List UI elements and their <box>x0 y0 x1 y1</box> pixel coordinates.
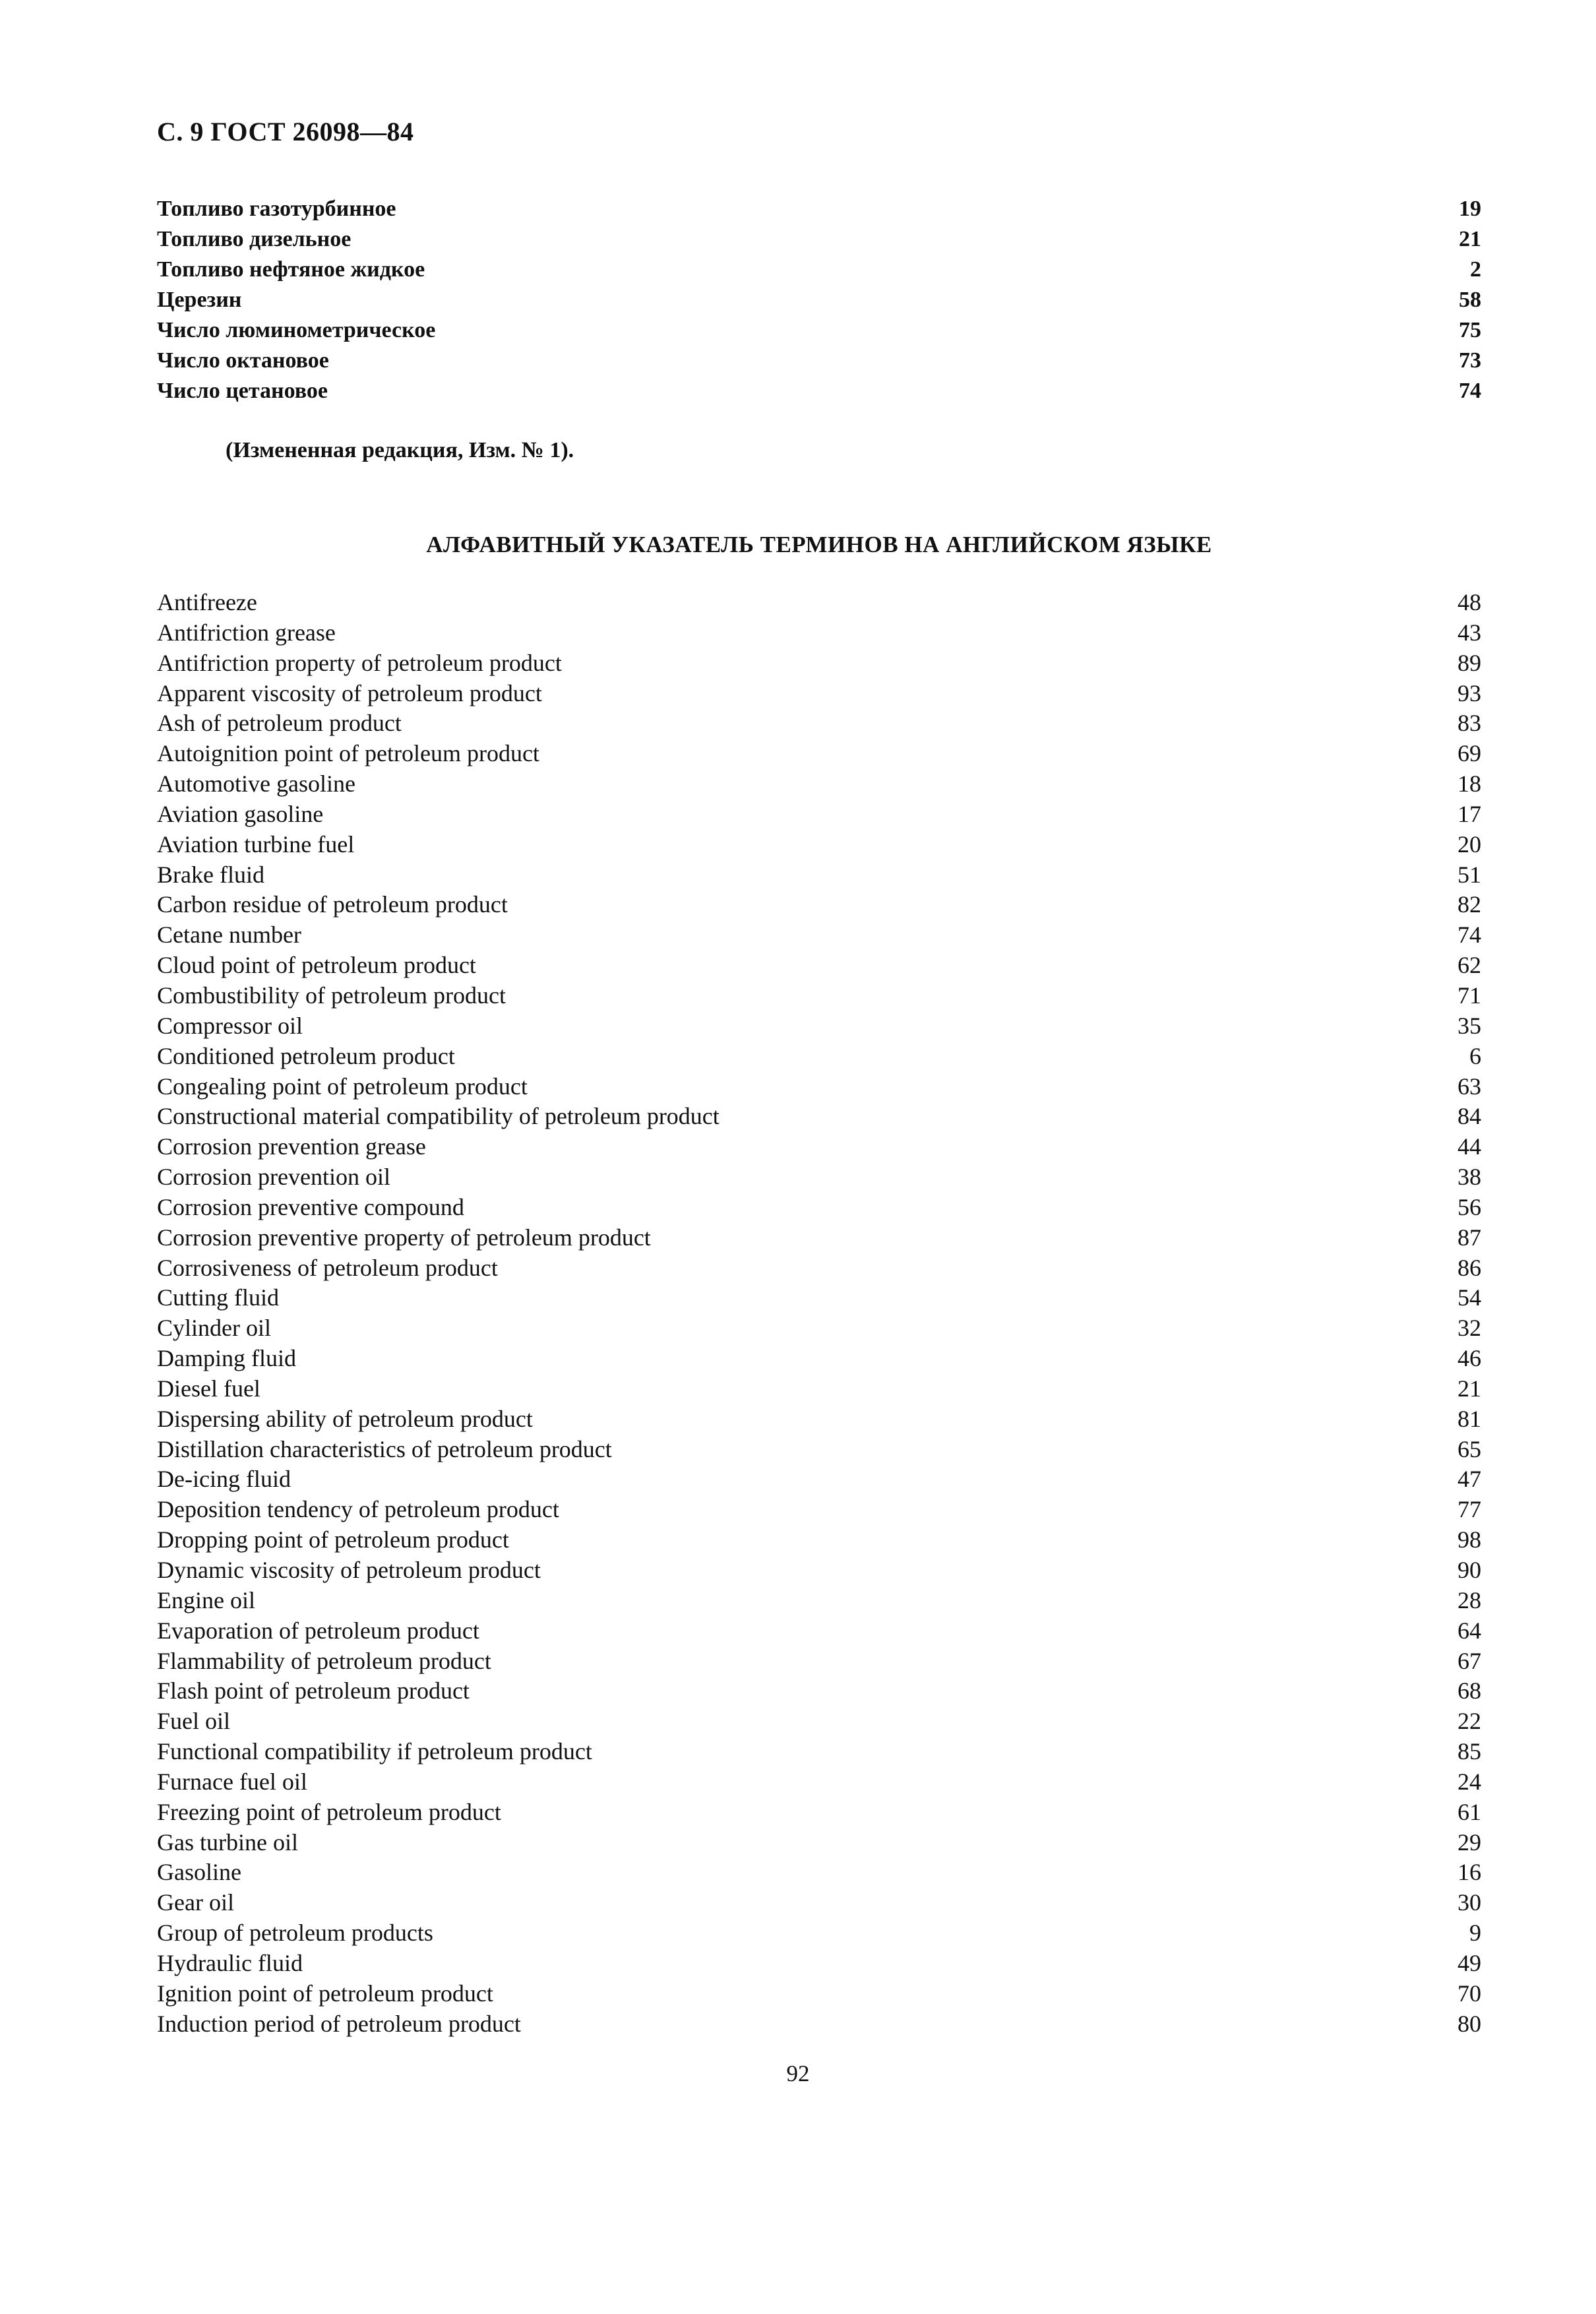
index-term: Corrosion prevention oil <box>157 1164 390 1191</box>
index-term: Conditioned petroleum product <box>157 1042 455 1069</box>
index-entry <box>157 1404 1481 1435</box>
index-term: Diesel fuel <box>157 1375 261 1402</box>
index-term: Топливо дизельное <box>157 227 352 251</box>
index-term-number: 65 <box>1458 1435 1481 1462</box>
index-term: Церезин <box>157 288 242 312</box>
index-term-number: 82 <box>1458 891 1481 918</box>
index-term: Compressor oil <box>157 1012 303 1039</box>
index-entry <box>157 1858 1481 1888</box>
index-entry <box>157 1525 1481 1555</box>
index-entry <box>157 769 1481 799</box>
index-term-number: 22 <box>1458 1708 1481 1735</box>
index-entry <box>157 1979 1481 2009</box>
index-term-number: 28 <box>1458 1586 1481 1613</box>
index-term-number: 93 <box>1458 679 1481 706</box>
index-term: Cutting fluid <box>157 1284 280 1311</box>
index-term-number: 56 <box>1458 1193 1481 1220</box>
index-term-number: 68 <box>1458 1677 1481 1704</box>
index-term: Damping fluid <box>157 1345 296 1372</box>
index-entry <box>157 1616 1481 1646</box>
index-entry <box>157 1888 1481 1918</box>
index-term: Corrosion preventive property of petroleum product <box>157 1224 651 1251</box>
index-term: Ash of petroleum product <box>157 710 402 737</box>
index-entry <box>157 255 1481 285</box>
index-entry <box>157 1162 1481 1193</box>
index-term-number: 48 <box>1458 589 1481 615</box>
index-entry <box>157 1646 1481 1677</box>
index-term-number: 73 <box>1459 348 1481 373</box>
index-term: Число цетановое <box>157 379 328 403</box>
index-term-number: 80 <box>1458 2010 1481 2037</box>
index-term: Brake fluid <box>157 861 264 888</box>
index-entry <box>157 1313 1481 1344</box>
index-entry <box>157 1706 1481 1737</box>
index-term-number: 70 <box>1458 1980 1481 2007</box>
index-term: Ignition point of petroleum product <box>157 1980 493 2007</box>
index-term: Antifriction property of petroleum product <box>157 649 562 676</box>
index-entry <box>157 860 1481 891</box>
index-term-number: 9 <box>1469 1920 1481 1947</box>
index-entry <box>157 1949 1481 1979</box>
index-entry <box>157 951 1481 981</box>
index-term-number: 54 <box>1458 1284 1481 1311</box>
index-term: Functional compatibility if petroleum product <box>157 1738 592 1765</box>
index-term: Aviation gasoline <box>157 800 324 827</box>
index-term-number: 44 <box>1458 1133 1481 1160</box>
index-term: Dynamic viscosity of petroleum product <box>157 1557 541 1583</box>
index-entry <box>157 1828 1481 1858</box>
index-entry <box>157 1798 1481 1828</box>
index-term-number: 6 <box>1469 1042 1481 1069</box>
index-term: De-icing fluid <box>157 1466 291 1493</box>
index-term: Gas turbine oil <box>157 1829 298 1856</box>
index-term: Group of petroleum products <box>157 1920 433 1947</box>
index-entry <box>157 315 1481 346</box>
index-entry <box>157 1918 1481 1949</box>
index-entry <box>157 830 1481 860</box>
index-term-number: 74 <box>1458 922 1481 949</box>
index-entry <box>157 1435 1481 1465</box>
index-term-number: 29 <box>1458 1829 1481 1856</box>
index-term-number: 17 <box>1458 800 1481 827</box>
index-entry <box>157 285 1481 315</box>
page-number: 92 <box>786 2061 810 2086</box>
index-term-number: 69 <box>1458 740 1481 767</box>
index-entry <box>157 1223 1481 1253</box>
index-entry <box>157 1072 1481 1102</box>
index-term: Evaporation of petroleum product <box>157 1617 479 1644</box>
index-entry <box>157 376 1481 406</box>
index-term-number: 74 <box>1459 379 1481 403</box>
index-entry <box>157 2009 1481 2040</box>
index-term-number: 64 <box>1458 1617 1481 1644</box>
index-term: Flammability of petroleum product <box>157 1647 491 1674</box>
index-entry <box>157 981 1481 1011</box>
index-term-number: 38 <box>1458 1164 1481 1191</box>
index-term-number: 51 <box>1458 861 1481 888</box>
index-term: Induction period of petroleum product <box>157 2010 521 2037</box>
index-entry <box>157 1193 1481 1223</box>
index-term-number: 89 <box>1458 649 1481 676</box>
index-term: Engine oil <box>157 1586 255 1613</box>
index-entry <box>157 1253 1481 1284</box>
index-entry <box>157 1102 1481 1132</box>
index-term: Furnace fuel oil <box>157 1768 307 1795</box>
index-entry <box>157 1283 1481 1313</box>
index-entry <box>157 1495 1481 1525</box>
index-entry <box>157 1132 1481 1162</box>
index-entry <box>157 679 1481 709</box>
index-term: Dispersing ability of petroleum product <box>157 1405 533 1432</box>
index-entry <box>157 799 1481 830</box>
index-entry <box>157 920 1481 951</box>
index-entry <box>157 1767 1481 1798</box>
index-entry <box>157 708 1481 739</box>
index-term-number: 43 <box>1458 619 1481 646</box>
index-term: Distillation characteristics of petroleum product <box>157 1435 612 1462</box>
index-entry <box>157 194 1481 224</box>
index-entry <box>157 224 1481 255</box>
index-term-number: 85 <box>1458 1738 1481 1765</box>
index-entry <box>157 1464 1481 1495</box>
index-term-number: 84 <box>1458 1103 1481 1130</box>
english-term-index <box>157 588 1481 2040</box>
index-term-number: 61 <box>1458 1798 1481 1825</box>
index-term-number: 81 <box>1458 1405 1481 1432</box>
index-entry <box>157 1555 1481 1586</box>
index-term-number: 62 <box>1458 952 1481 979</box>
index-term: Cetane number <box>157 922 301 949</box>
index-entry <box>157 1586 1481 1616</box>
index-term-number: 77 <box>1458 1496 1481 1523</box>
index-term: Freezing point of petroleum product <box>157 1798 501 1825</box>
index-entry <box>157 890 1481 920</box>
index-term-number: 21 <box>1458 1375 1481 1402</box>
index-entry <box>157 1737 1481 1767</box>
index-term: Congealing point of petroleum product <box>157 1073 528 1100</box>
index-entry <box>157 1011 1481 1042</box>
index-term: Gear oil <box>157 1889 234 1916</box>
index-term-number: 30 <box>1458 1889 1481 1916</box>
index-term: Antifreeze <box>157 589 257 615</box>
index-term: Deposition tendency of petroleum product <box>157 1496 559 1523</box>
index-term-number: 35 <box>1458 1012 1481 1039</box>
index-entry <box>157 648 1481 679</box>
index-term: Constructional material compatibility of petroleum product <box>157 1103 720 1130</box>
index-term: Combustibility of petroleum product <box>157 982 506 1009</box>
index-term-number: 2 <box>1470 257 1481 282</box>
index-term-number: 63 <box>1458 1073 1481 1100</box>
index-entry <box>157 588 1481 618</box>
index-term-number: 58 <box>1459 288 1481 312</box>
index-term: Carbon residue of petroleum product <box>157 891 508 918</box>
page-header: С. 9 ГОСТ 26098—84 <box>157 117 414 146</box>
index-entry <box>157 618 1481 648</box>
index-term: Antifriction grease <box>157 619 336 646</box>
index-term-number: 21 <box>1459 227 1481 251</box>
index-term: Corrosion prevention grease <box>157 1133 426 1160</box>
index-term: Cylinder oil <box>157 1315 271 1342</box>
index-term: Fuel oil <box>157 1708 231 1735</box>
index-term: Число люминометрическое <box>157 318 436 342</box>
index-term-number: 16 <box>1458 1859 1481 1886</box>
index-term: Dropping point of petroleum product <box>157 1526 509 1553</box>
section-title: АЛФАВИТНЫЙ УКАЗАТЕЛЬ ТЕРМИНОВ НА АНГЛИЙСКОМ ЯЗЫКЕ <box>426 532 1212 557</box>
index-term-number: 87 <box>1458 1224 1481 1251</box>
index-term: Autoignition point of petroleum product <box>157 740 539 767</box>
index-term: Число октановое <box>157 348 329 373</box>
index-term-number: 18 <box>1458 770 1481 797</box>
index-term-number: 71 <box>1458 982 1481 1009</box>
index-term-number: 67 <box>1458 1647 1481 1674</box>
index-term: Flash point of petroleum product <box>157 1677 470 1704</box>
index-term: Cloud point of petroleum product <box>157 952 476 979</box>
index-entry <box>157 1374 1481 1404</box>
index-entry <box>157 346 1481 376</box>
index-term-number: 20 <box>1458 830 1481 858</box>
index-term: Corrosion preventive compound <box>157 1193 464 1220</box>
index-term: Gasoline <box>157 1859 241 1886</box>
index-term-number: 98 <box>1458 1526 1481 1553</box>
index-term: Aviation turbine fuel <box>157 830 355 858</box>
index-term-number: 75 <box>1459 318 1481 342</box>
index-term-number: 46 <box>1458 1345 1481 1372</box>
index-term-number: 47 <box>1458 1466 1481 1493</box>
index-entry <box>157 1676 1481 1706</box>
index-term-number: 49 <box>1458 1949 1481 1976</box>
index-term-number: 86 <box>1458 1254 1481 1281</box>
index-term: Топливо газотурбинное <box>157 197 396 221</box>
index-term: Топливо нефтяное жидкое <box>157 257 425 282</box>
russian-term-index <box>157 194 1481 406</box>
index-term-number: 90 <box>1458 1557 1481 1583</box>
index-entry <box>157 1042 1481 1072</box>
index-term: Automotive gasoline <box>157 770 355 797</box>
index-term: Hydraulic fluid <box>157 1949 303 1976</box>
index-term-number: 24 <box>1458 1768 1481 1795</box>
index-term: Corrosiveness of petroleum product <box>157 1254 498 1281</box>
index-entry <box>157 1344 1481 1374</box>
index-term: Apparent viscosity of petroleum product <box>157 679 542 706</box>
index-term-number: 32 <box>1458 1315 1481 1342</box>
amendment-note: (Измененная редакция, Изм. № 1). <box>226 438 574 462</box>
index-term-number: 19 <box>1459 197 1481 221</box>
index-term-number: 83 <box>1458 710 1481 737</box>
index-entry <box>157 739 1481 769</box>
